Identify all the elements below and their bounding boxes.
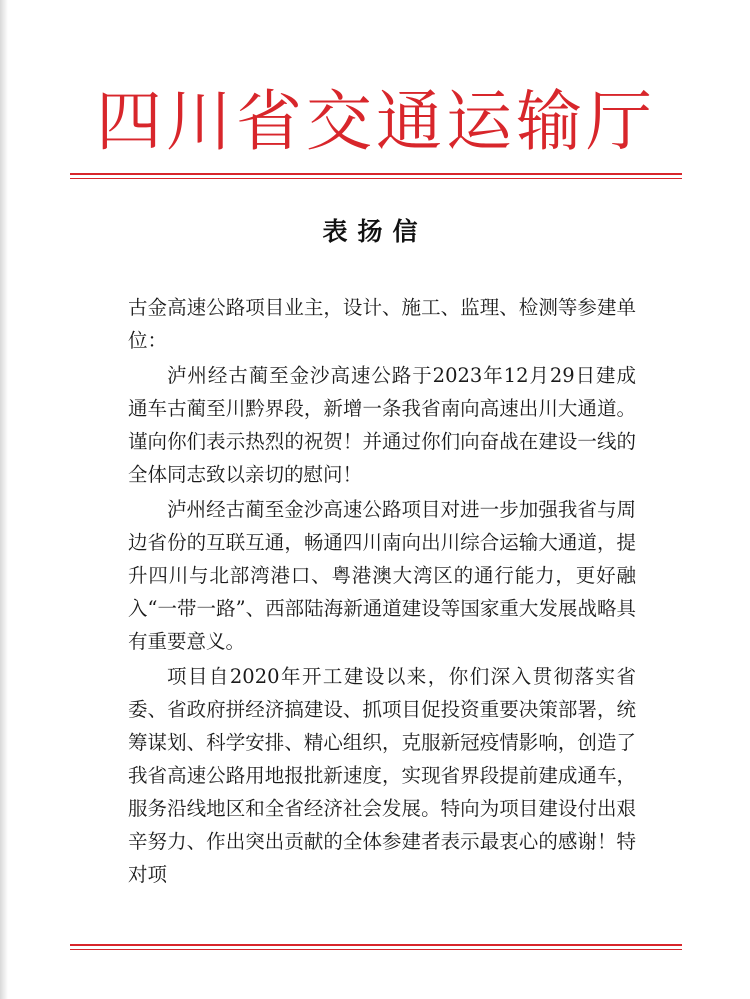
footer-rule-thin	[70, 949, 682, 950]
salutation: 古金高速公路项目业主，设计、施工、监理、检测等参建单位：	[128, 296, 636, 352]
letterhead-org-name: 四川省交通运输厅	[96, 83, 656, 160]
paragraph-1: 泸州经古蔺至金沙高速公路于2023年12月29日建成通车古蔺至川黔界段，新增一条我省南向高速出川大通道。谨向你们表示热烈的祝贺！并通过你们向奋战在建设一线的全体同志致以亲切的慰问！	[128, 364, 636, 486]
document-title: 表扬信	[322, 217, 428, 246]
paragraph-3: 项目自2020年开工建设以来，你们深入贯彻落实省委、省政府拼经济搞建设、抓项目促投资重要决策部署，统筹谋划、科学安排、精心组织，克服新冠疫情影响，创造了我省高速公路用地报批新速度，实现省界段提前建成通车，服务沿线地区和全省经济社会发展。特向为项目建设付出艰辛努力、作出突出贡献的全体参建者表示最衷心的感谢！特对项	[128, 665, 636, 886]
page-edge-shadow	[0, 0, 8, 999]
letterhead-rule-thin	[70, 178, 682, 179]
letter-body	[128, 291, 636, 891]
letterhead-rule-thick	[70, 173, 682, 175]
paragraph-2: 泸州经古蔺至金沙高速公路项目对进一步加强我省与周边省份的互联互通，畅通四川南向出川综合运输大通道，提升四川与北部湾港口、粤港澳大湾区的通行能力，更好融入“一带一路”、西部陆海新通道建设等国家重大发展战略具有重要意义。	[128, 498, 636, 653]
footer-rule-thick	[70, 944, 682, 946]
